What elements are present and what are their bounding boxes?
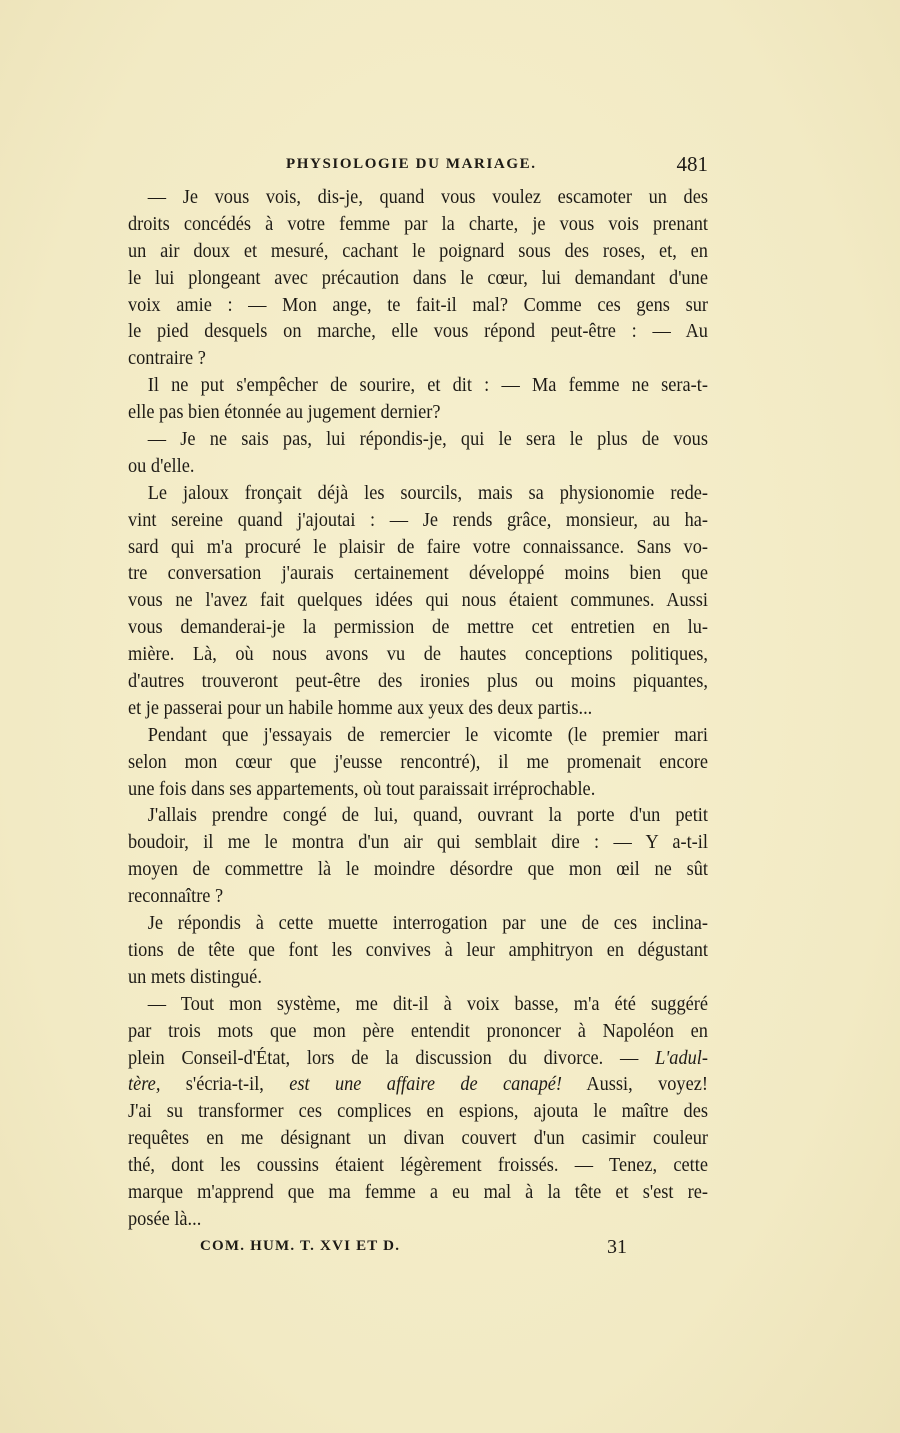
- text-line: une fois dans ses appartements, où tout paraissait irréprochable.: [128, 778, 596, 800]
- page-header: [128, 152, 708, 180]
- italic-text: L'adul-: [655, 1047, 708, 1069]
- text-line: moyen de commettre là le moindre désordre que mon œil ne sût: [128, 859, 708, 881]
- paragraph: [128, 992, 708, 1234]
- text-line: vous ne l'avez fait quelques idées qui nous étaient communes. Aussi: [128, 590, 708, 612]
- text-line: un mets distingué.: [128, 966, 262, 988]
- text-line: — Je vous vois, dis-je, quand vous voulez escamoter un des: [147, 187, 708, 208]
- text-line: Il ne put s'empêcher de sourire, et dit : — Ma femme ne sera-t-: [147, 375, 708, 397]
- text-line: boudoir, il me le montra d'un air qui semblait dire : — Y a-t-il: [128, 832, 708, 854]
- paragraph: [128, 911, 708, 992]
- paragraph: [128, 427, 708, 481]
- text-line: vous demanderai-je la permission de mettre cet entretien en lu-: [128, 617, 708, 639]
- text-line: J'ai su transformer ces complices en espions, ajouta le maître des: [128, 1101, 708, 1123]
- text-line: droits concédés à votre femme par la charte, je vous vois prenant: [128, 213, 708, 235]
- text-line: Pendant que j'essayais de remercier le vicomte (le premier mari: [147, 724, 708, 746]
- text-line: d'autres trouveront peut-être des ironies plus ou moins piquantes,: [128, 671, 708, 693]
- text-line: un air doux et mesuré, cachant le poignard sous des roses, et, en: [128, 240, 708, 262]
- text-line: mière. Là, où nous avons vu de hautes conceptions politiques,: [128, 644, 708, 666]
- text-line: sard qui m'a procuré le plaisir de faire votre connaissance. Sans vo-: [128, 536, 708, 558]
- text-segment: plein Conseil-d'État, lors de la discussion du divorce. —: [128, 1047, 656, 1069]
- page-number: 481: [676, 152, 708, 176]
- paragraph: [128, 481, 708, 723]
- text-segment: s'écria-t-il,: [185, 1074, 290, 1096]
- text-line: reconnaître ?: [128, 886, 224, 908]
- text-line: tions de tête que font les convives à leur amphitryon en dégustant: [128, 939, 708, 961]
- text-line: Le jaloux fronçait déjà les sourcils, mais sa physionomie rede-: [147, 482, 708, 504]
- running-title: PHYSIOLOGIE DU MARIAGE.: [286, 156, 537, 172]
- italic-text: tère,: [128, 1074, 186, 1096]
- text-line: J'allais prendre congé de lui, quand, ouvrant la porte d'un petit: [147, 805, 708, 827]
- text-line: le pied desquels on marche, elle vous répond peut-être : — Au: [128, 321, 708, 343]
- paragraph: [128, 723, 708, 804]
- signature-mark: COM. HUM. T. XVI ET D.: [200, 1238, 401, 1254]
- paragraph: [128, 373, 708, 427]
- text-line: le lui plongeant avec précaution dans le cœur, lui demandant d'une: [128, 267, 708, 289]
- body-text: [128, 185, 708, 1234]
- text-line: [128, 1072, 708, 1099]
- page-footer: [200, 1238, 630, 1264]
- text-line: selon mon cœur que j'eusse rencontré), il me promenait encore: [128, 751, 708, 773]
- text-line: contraire ?: [128, 348, 206, 370]
- text-line: et je passerai pour un habile homme aux yeux des deux partis...: [128, 697, 593, 719]
- text-line: thé, dont les coussins étaient légèrement froissés. — Tenez, cette: [128, 1155, 708, 1177]
- paragraph: [128, 803, 708, 911]
- text-line: — Tout mon système, me dit-il à voix basse, m'a été suggéré: [147, 993, 708, 1015]
- text-line: — Je ne sais pas, lui répondis-je, qui le sera le plus de vous: [147, 429, 708, 451]
- text-line: requêtes en me désignant un divan couvert d'un casimir couleur: [128, 1128, 708, 1150]
- text-line: marque m'apprend que ma femme a eu mal à la tête et s'est re-: [128, 1181, 708, 1203]
- text-line: ou d'elle.: [128, 455, 195, 477]
- text-line: voix amie : — Mon ange, te fait-il mal? Comme ces gens sur: [128, 294, 708, 316]
- text-line: [128, 1046, 708, 1073]
- text-line: tre conversation j'aurais certainement développé moins bien que: [128, 563, 708, 585]
- text-line: posée là...: [128, 1208, 202, 1230]
- text-line: elle pas bien étonnée au jugement dernier?: [128, 402, 441, 424]
- sheet-number: 31: [607, 1236, 627, 1258]
- paragraph: [128, 185, 708, 373]
- text-line: vint sereine quand j'ajoutai : — Je rends grâce, monsieur, au ha-: [128, 509, 708, 531]
- italic-text: est une affaire de canapé!: [289, 1074, 563, 1096]
- text-segment: Aussi, voyez!: [562, 1074, 708, 1096]
- text-line: Je répondis à cette muette interrogation par une de ces inclina-: [147, 913, 708, 935]
- text-line: par trois mots que mon père entendit prononcer à Napoléon en: [128, 1020, 708, 1042]
